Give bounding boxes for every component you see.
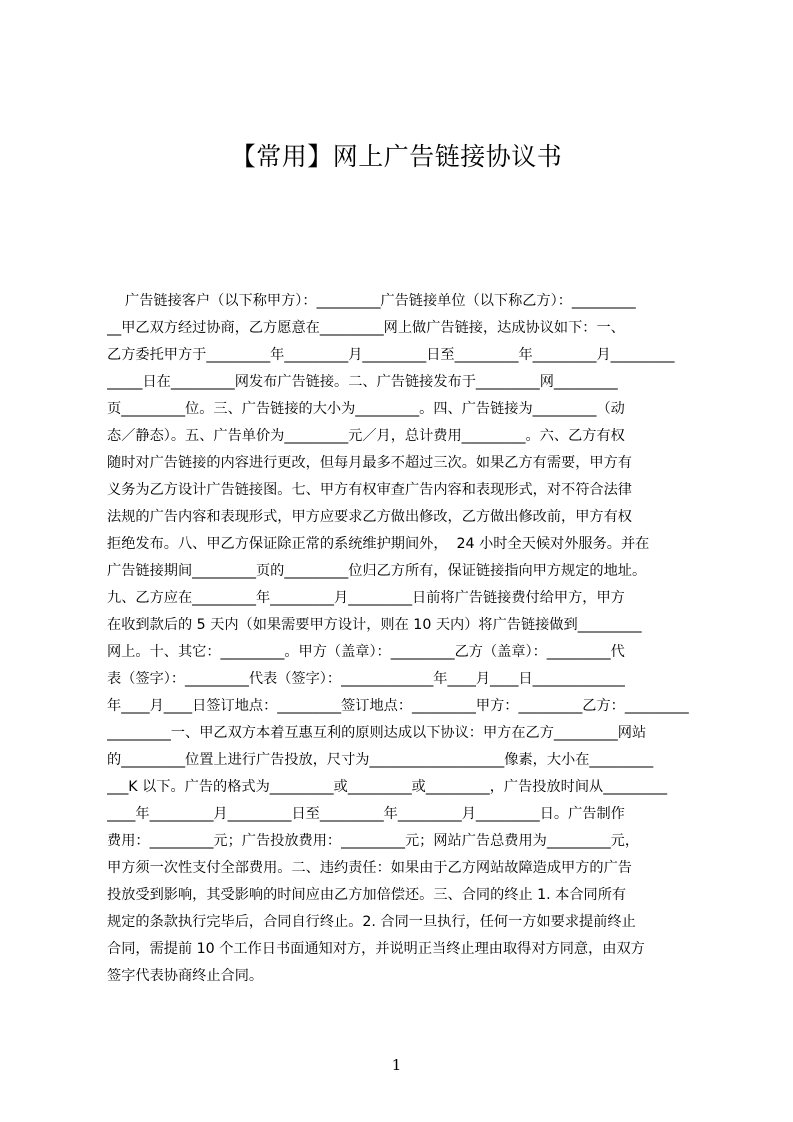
body-line: 投放受到影响，其受影响的时间应由乙方加倍偿还。三、合同的终止 1. 本合同所有: [107, 887, 627, 903]
document-title: 【常用】网上广告链接协议书: [230, 142, 563, 171]
body-line: 合同，需提前 10 个工作日书面通知对方，并说明正当终止理由取得对方同意，由双方: [107, 941, 645, 957]
body-line: 随时对广告链接的内容进行更改，但每月最多不超过三次。如果乙方有需要，甲方有: [107, 455, 632, 471]
body-line: _____日在_________网发布广告链接。二、广告链接发布于_________网_________: [107, 374, 618, 390]
body-line: __甲乙双方经过协商，乙方愿意在_________网上做广告链接，达成协议如下：一、: [107, 320, 625, 336]
body-line: 签字代表协商终止合同。: [107, 968, 264, 984]
body-line: 在收到款后的 5 天内（如果需要甲方设计，则在 10 天内）将广告链接做到_________: [107, 617, 642, 633]
body-line: 网上。十、其它：_________。甲方（盖章）：_________乙方（盖章）：_________代: [107, 644, 625, 660]
body-line: _________一、甲乙双方本着互惠互利的原则达成以下协议：甲方在乙方_________网站: [107, 725, 647, 741]
body-line: ____年_________月_________日至_________年_________月_________日。广告制作: [107, 806, 625, 822]
body-line: 态／静态）。五、广告单价为_________元／月，总计费用_________。六、乙方有权: [107, 428, 625, 444]
body-line: 九、乙方应在_________年_________月_________日前将广告链接费付给甲方，甲方: [107, 590, 625, 606]
body-line: 表（签字）：_________代表（签字）：_____________年____月____日_____________: [107, 671, 625, 687]
body-line: 广告链接期间_________页的_________位归乙方所有，保证链接指向甲方规定的地址。: [107, 563, 647, 579]
page-number: 1: [391, 1056, 402, 1074]
body-line: 广告链接客户（以下称甲方）：_________广告链接单位（以下称乙方）：_________: [107, 293, 636, 309]
body-line: 的_________位置上进行广告投放，尺寸为___________________像素，大小在_________: [107, 752, 654, 768]
body-line: 甲方须一次性支付全部费用。二、违约责任：如果由于乙方网站故障造成甲方的广告: [107, 860, 632, 876]
body-line: 拒绝发布。八、甲乙方保证除正常的系统维护期间外， 24 小时全天候对外服务。并在: [107, 536, 650, 552]
body-line: 年____月____日签订地点：_________签订地点：_________甲方：_________乙方：_________: [107, 698, 689, 714]
body-line: 页_________位。三、广告链接的大小为_________。四、广告链接为_________（动: [107, 401, 625, 417]
body-line: 义务为乙方设计广告链接图。七、甲方有权审查广告内容和表现形式，对不符合法律: [107, 482, 632, 498]
body-line: 法规的广告内容和表现形式，甲方应要求乙方做出修改，乙方做出修改前，甲方有权: [107, 509, 632, 525]
body-line: 费用：_________元；广告投放费用：_________元；网站广告总费用为_________元，: [107, 833, 640, 849]
body-line: 乙方委托甲方于_________年_________月_________日至_________年_________月_________: [107, 347, 675, 363]
body-line: ___K 以下。广告的格式为_________或_________或_________，广告投放时间从_________: [107, 779, 668, 795]
document-body: [107, 288, 697, 990]
body-line: 规定的条款执行完毕后，合同自行终止。2. 合同一旦执行，任何一方如要求提前终止: [107, 914, 636, 930]
